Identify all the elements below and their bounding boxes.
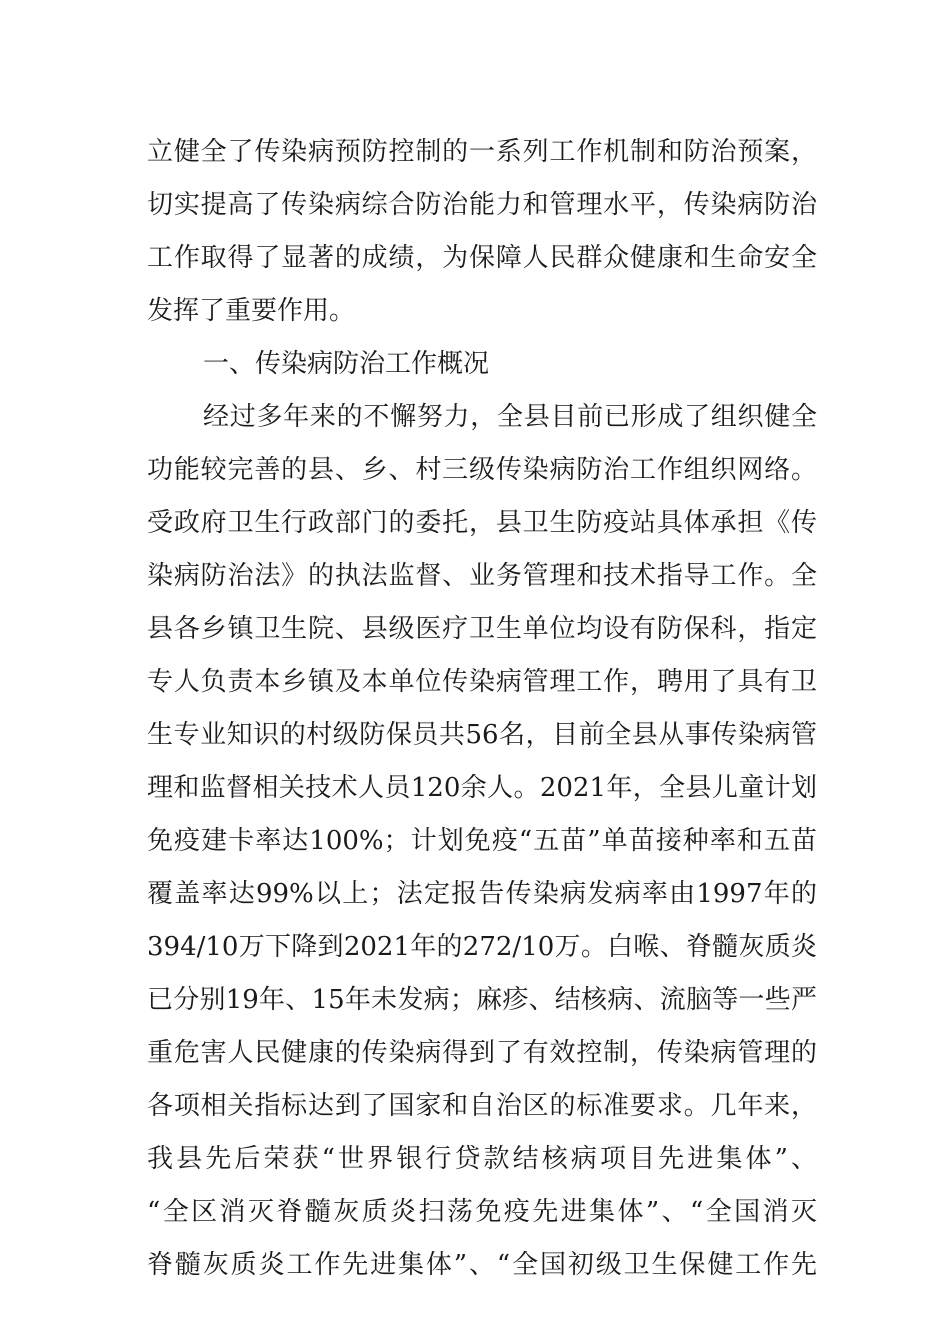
paragraph-line: “全区消灭脊髓灰质炎扫荡免疫先进集体”、“全国消灭 [147,1197,817,1227]
body-text [147,126,817,1292]
paragraph-line: 各项相关指标达到了国家和自治区的标准要求。几年来， [147,1091,817,1121]
paragraph-line: 免疫建卡率达100%；计划免疫“五苗”单苗接种率和五苗 [147,826,817,856]
paragraph-line: 工作取得了显著的成绩，为保障人民群众健康和生命安全 [147,243,817,273]
paragraph-line: 功能较完善的县、乡、村三级传染病防治工作组织网络。 [147,455,817,485]
paragraph-line: 切实提高了传染病综合防治能力和管理水平，传染病防治 [147,190,817,220]
paragraph-line: 394/10万下降到2021年的272/10万。白喉、脊髓灰质炎 [147,932,817,962]
paragraph-line: 脊髓灰质炎工作先进集体”、“全国初级卫生保健工作先 [147,1250,817,1280]
paragraph-line: 重危害人民健康的传染病得到了有效控制，传染病管理的 [147,1038,817,1068]
paragraph-line: 经过多年来的不懈努力，全县目前已形成了组织健全 [203,402,817,432]
paragraph-line: 县各乡镇卫生院、县级医疗卫生单位均设有防保科，指定 [147,614,817,644]
paragraph-line: 我县先后荣获“世界银行贷款结核病项目先进集体”、 [147,1144,817,1174]
paragraph-line: 发挥了重要作用。 [147,296,356,326]
paragraph-line: 染病防治法》的执法监督、业务管理和技术指导工作。全 [147,561,817,591]
paragraph-line: 理和监督相关技术人员120余人。2021年，全县儿童计划 [147,773,817,803]
paragraph-line: 覆盖率达99%以上；法定报告传染病发病率由1997年的 [147,879,817,909]
paragraph-line: 生专业知识的村级防保员共56名，目前全县从事传染病管 [147,720,817,750]
section-heading: 一、传染病防治工作概况 [203,349,490,379]
paragraph-line: 立健全了传染病预防控制的一系列工作机制和防治预案， [147,137,817,167]
paragraph-line: 受政府卫生行政部门的委托，县卫生防疫站具体承担《传 [147,508,817,538]
paragraph-line: 专人负责本乡镇及本单位传染病管理工作，聘用了具有卫 [147,667,817,697]
paragraph-line: 已分别19年、15年未发病；麻疹、结核病、流脑等一些严 [147,985,817,1015]
